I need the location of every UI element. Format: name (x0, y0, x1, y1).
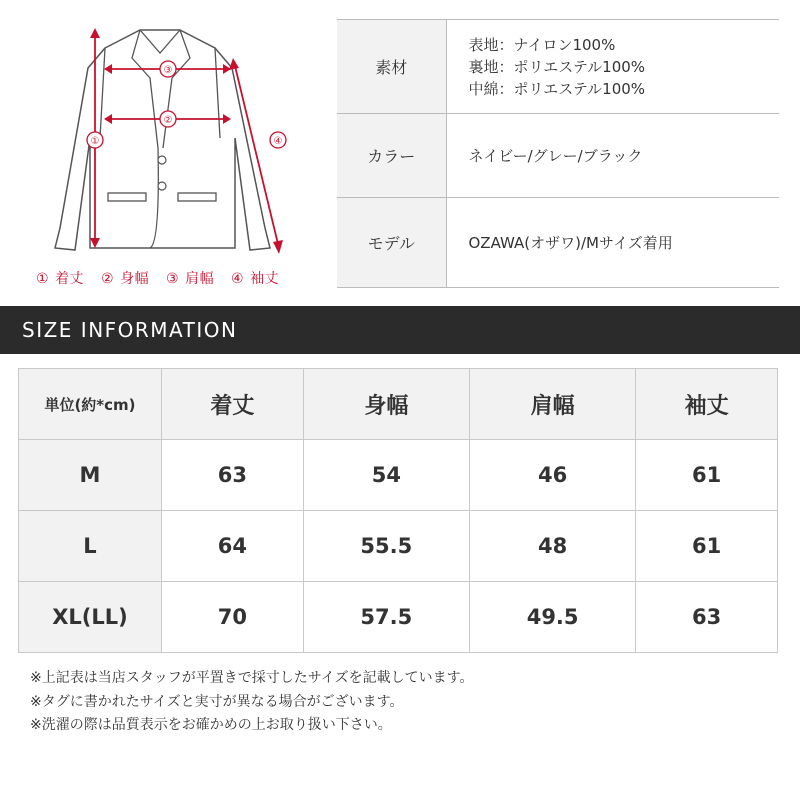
spec-key: 素材 (337, 20, 446, 114)
spec-table (337, 19, 779, 288)
size-information-banner: SIZE INFORMATION (0, 306, 800, 354)
legend-num: ④ (231, 271, 245, 287)
size-label: M (19, 440, 162, 511)
spec-line: 裏地：ポリエステル100% (468, 57, 646, 76)
spec-line: ネイビー/グレー/ブラック (468, 146, 643, 165)
table-row (19, 440, 778, 511)
marker-2: ② (163, 115, 173, 126)
spec-key: カラー (337, 114, 446, 198)
spec-value (446, 198, 779, 288)
table-cell: 61 (636, 440, 778, 511)
table-row (19, 511, 778, 582)
legend-num: ③ (166, 271, 180, 287)
jacket-diagram (20, 18, 320, 290)
legend-item (231, 271, 285, 287)
spec-row-color (337, 114, 779, 198)
legend-item (36, 271, 90, 287)
notes (30, 667, 474, 738)
table-cell: 49.5 (469, 582, 635, 653)
table-cell: 54 (303, 440, 469, 511)
table-cell: 61 (636, 511, 778, 582)
table-cell: 70 (162, 582, 304, 653)
legend-label: 肩幅 (185, 271, 215, 287)
marker-1: ① (90, 136, 100, 147)
table-cell: 46 (469, 440, 635, 511)
spec-row-material (337, 20, 779, 114)
column-header: 身幅 (303, 369, 469, 440)
measurement-legend (36, 268, 291, 288)
spec-line: OZAWA(オザワ)/Mサイズ着用 (468, 233, 673, 252)
note-line: ※洗濯の際は品質表示をお確かめの上お取り扱い下さい。 (30, 717, 392, 733)
legend-item (101, 271, 155, 287)
legend-label: 身幅 (120, 271, 150, 287)
column-header: 肩幅 (469, 369, 635, 440)
table-cell: 63 (162, 440, 304, 511)
size-label: XL(LL) (19, 582, 162, 653)
table-cell: 64 (162, 511, 304, 582)
legend-num: ① (36, 271, 50, 287)
marker-3: ③ (163, 65, 173, 76)
marker-4: ④ (273, 136, 283, 147)
table-cell: 55.5 (303, 511, 469, 582)
spec-value (446, 114, 779, 198)
unit-header: 単位(約*cm) (19, 369, 162, 440)
jacket-outline-icon (20, 18, 320, 268)
size-table (18, 368, 778, 653)
table-cell: 57.5 (303, 582, 469, 653)
spec-line: 表地：ナイロン100% (468, 35, 616, 54)
legend-num: ② (101, 271, 115, 287)
column-header: 着丈 (162, 369, 304, 440)
legend-item (166, 271, 220, 287)
note-line: ※上記表は当店スタッフが平置きで採寸したサイズを記載しています。 (30, 670, 474, 686)
table-cell: 63 (636, 582, 778, 653)
legend-label: 袖丈 (250, 271, 280, 287)
legend-label: 着丈 (55, 271, 85, 287)
size-label: L (19, 511, 162, 582)
spec-key: モデル (337, 198, 446, 288)
size-table-header (19, 369, 778, 440)
table-cell: 48 (469, 511, 635, 582)
spec-line: 中綿：ポリエステル100% (468, 79, 646, 98)
spec-value (446, 20, 779, 114)
column-header: 袖丈 (636, 369, 778, 440)
table-row (19, 582, 778, 653)
note-line: ※タグに書かれたサイズと実寸が異なる場合がございます。 (30, 693, 404, 710)
spec-row-model (337, 198, 779, 288)
